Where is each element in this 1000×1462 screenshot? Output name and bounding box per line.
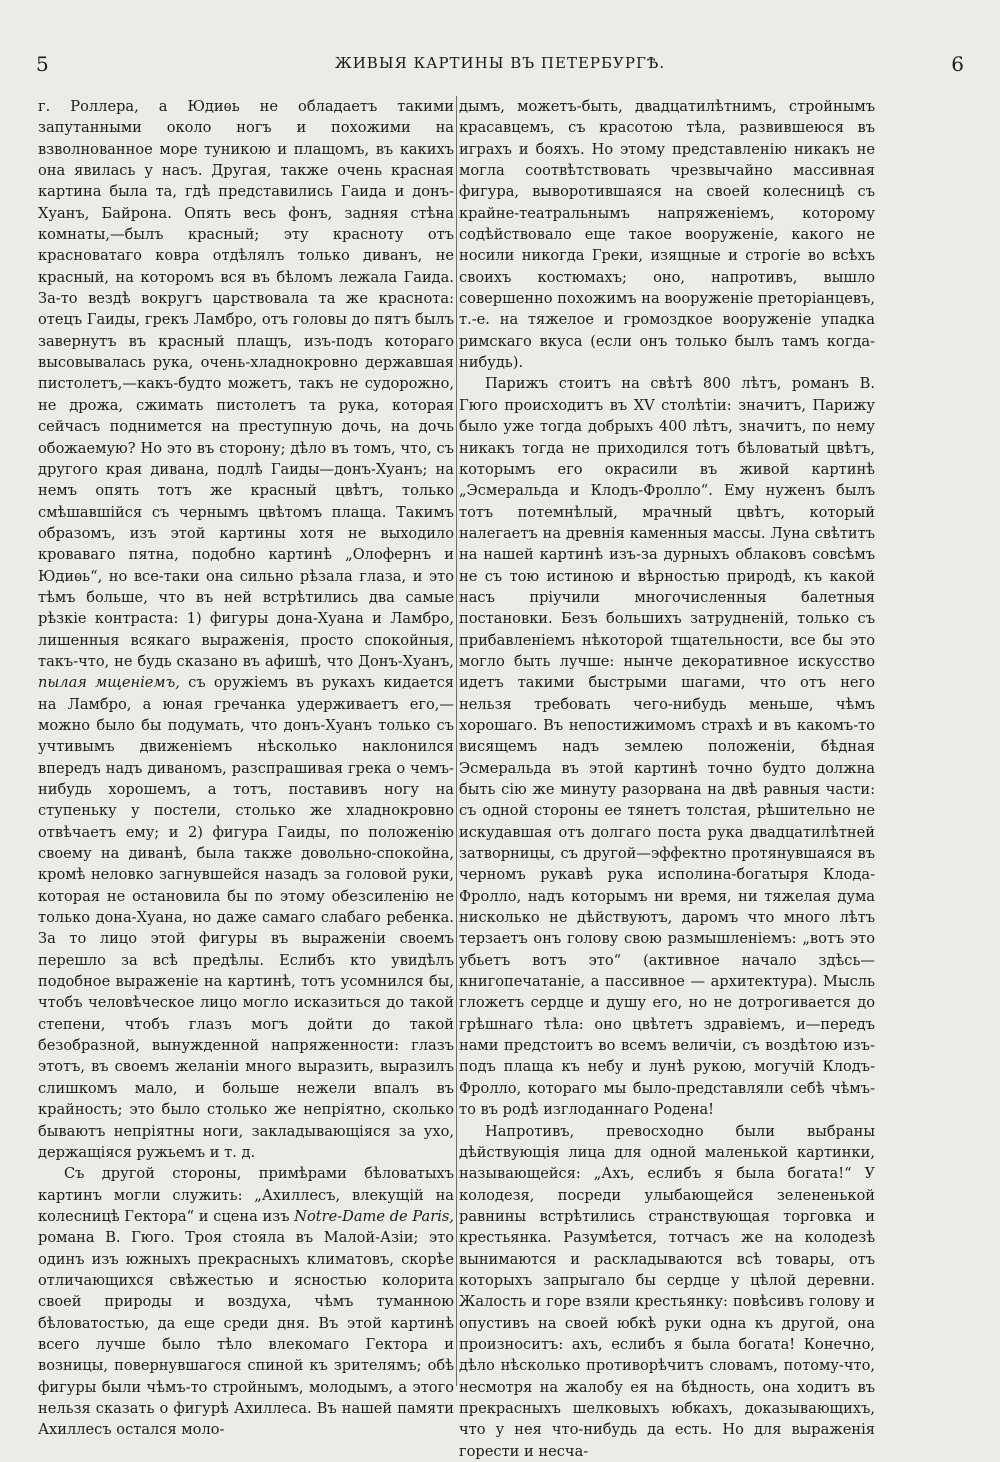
right-paragraph-3: Напротивъ, превосходно были выбраны дѣйствующія лица для одной маленькой картинки, называющейся: „Ахъ, еслибъ я была богата!“ У колодезя, посреди улыбающейся зелененькой равнины встрѣтились странствующая торговка и крестьянка. Разумѣется, тотчасъ же на колодезѣ вынимаются и раскладываются всѣ товары, отъ которыхъ запрыгало бы сердце у цѣлой деревни. Жалость и горе взяли крестьянку: повѣсивъ голову и опустивъ на своей юбкѣ руки одна къ другой, она произноситъ: ахъ, еслибъ я была богата! Конечно, дѣло нѣсколько противорѣчитъ словамъ, потому-что, несмотря на жалобу ея на бѣдность, она ходитъ въ прекрасныхъ шелковыхъ юбкахъ, доказывающихъ, что у нея что-нибудь да есть. Но для выраженія горести и несча- — [459, 1121, 875, 1462]
page-number-left: 5 — [36, 52, 49, 76]
right-column — [459, 96, 875, 1386]
page-header — [36, 52, 964, 84]
left-paragraph-1: г. Роллера, а Юдиѳь не обладаетъ такими запутанными около ногъ и похожими на взволнованное море туникою и плащомъ, въ какихъ она явилась у насъ. Другая, также очень красная картина была та, гдѣ представились Гаида и донъ-Хуанъ, Байрона. Опять весь фонъ, задняя стѣна комнаты,—былъ красный; эту красноту отъ красноватаго ковра отдѣлялъ только диванъ, не красный, на которомъ вся въ бѣломъ лежала Гаида. За-то вездѣ вокругъ царствовала та же краснота: отецъ Гаиды, грекъ Ламбро, отъ головы до пятъ былъ завернутъ въ красный плащъ, изъ-подъ котораго высовывалась рука, очень-хладнокровно державшая пистолетъ,—какъ-будто можетъ, такъ не судорожно, не дрожа, сжимать пистолетъ та рука, которая сейчасъ поднимется на преступную дочь, на дочь обожаемую? Но это въ сторону; дѣло въ томъ, что, съ другого края дивана, подлѣ Гаиды—донъ-Хуанъ; на немъ опять тотъ же красный цвѣтъ, только смѣшавшійся съ чернымъ цвѣтомъ плаща. Такимъ образомъ, изъ этой картины хотя не выходило кроваваго пятна, подобно картинѣ „Олофернъ и Юдиѳь“, но все-таки она сильно рѣзала глаза, и это тѣмъ больше, что въ ней встрѣтились два самые рѣзкіе контраста: 1) фигуры дона-Хуана и Ламбро, лишенныя всякаго выраженія, просто спокойныя, такъ-что, не будь сказано въ афишѣ, что Донъ-Хуанъ, пылая мщеніемъ, съ оружіемъ въ рукахъ кидается на Ламбро, а юная гречанка удерживаетъ его,—можно было бы подумать, что донъ-Хуанъ только съ учтивымъ движеніемъ нѣсколько наклонился впередъ надъ диваномъ, разспрашивая грека о чемъ-нибудь хорошемъ, а тотъ, поставивъ ногу на ступеньку у постели, столько же хладнокровно отвѣчаетъ ему; и 2) фигура Гаиды, по положенію своему на диванѣ, была также довольно-спокойна, кромѣ неловко загнувшейся назадъ за головой руки, которая не остановила бы по этому обезсиленію не только дона-Хуана, но даже самаго слабаго ребенка. За то лицо этой фигуры въ выраженіи своемъ перешло за всѣ предѣлы. Еслибъ кто увидѣлъ подобное выраженіе на картинѣ, тотъ усомнился бы, чтобъ человѣческое лицо могло исказиться до такой степени, чтобъ глазъ могъ дойти до такой безобразной, вынужденной напряженности: глазъ этотъ, въ своемъ желаніи много выразить, выразилъ слишкомъ мало, и больше нежели впалъ въ крайность; это было столько же непріятно, сколько бываютъ непріятны ноги, закладывающіяся за ухо, держащіяся ружьемъ и т. д. — [38, 96, 454, 1163]
column-divider — [456, 96, 457, 1386]
page-number-right: 6 — [951, 52, 964, 76]
italic-title: Notre-Dame de Paris, — [294, 1208, 454, 1225]
left-paragraph-2: Съ другой стороны, примѣрами бѣловатыхъ картинъ могли служить: „Ахиллесъ, влекущій на колесницѣ Гектора“ и сцена изъ Notre-Dame de Paris, романа В. Гюго. Троя стояла въ Малой-Азіи; это одинъ изъ южныхъ прекрасныхъ климатовъ, скорѣе отличающихся свѣжестью и ясностью колорита своей природы и воздуха, чѣмъ туманною бѣловатостью, да еще среди дня. Въ этой картинѣ всего лучше было тѣло влекомаго Гектора и возницы, повернувшагося спиной къ зрителямъ; обѣ фигуры были чѣмъ-то стройнымъ, молодымъ, а этого нельзя сказать о фигурѣ Ахиллеса. Въ нашей памяти Ахиллесъ остался моло- — [38, 1163, 454, 1440]
right-paragraph-2: Парижъ стоитъ на свѣтѣ 800 лѣтъ, романъ В. Гюго происходитъ въ XV столѣтіи: значитъ, Парижу было уже тогда добрыхъ 400 лѣтъ, значитъ, по нему никакъ тогда не приходился тотъ бѣловатый цвѣтъ, которымъ его окрасили въ живой картинѣ „Эсмеральда и Клодъ-Фролло“. Ему нуженъ былъ тотъ потемнѣлый, мрачный цвѣтъ, который налегаетъ на древнія каменныя массы. Луна свѣтитъ на нашей картинѣ изъ-за дурныхъ облаковъ совсѣмъ не съ тою истиною и вѣрностью природѣ, къ какой насъ пріучили многочисленныя балетныя постановки. Безъ большихъ затрудненій, только съ прибавленіемъ нѣкоторой тщательности, все бы это могло быть лучше: нынче декоративное искусство идетъ такими быстрыми шагами, что отъ него нельзя требовать чего-нибудь меньше, чѣмъ хорошаго. Въ непостижимомъ страхѣ и въ какомъ-то висящемъ надъ землею положеніи, бѣдная Эсмеральда въ этой картинѣ точно будто должна быть сію же минуту разорвана на двѣ равныя части: съ одной стороны ее тянетъ толстая, рѣшительно не искудавшая отъ долгаго поста рука двадцатилѣтней затворницы, съ другой—эффектно протянувшаяся въ черномъ рукавѣ рука исполина-богатыря Клода-Фролло, надъ которымъ ни время, ни тяжелая дума нисколько не дѣйствуютъ, даромъ что много лѣтъ терзаетъ онъ голову свою размышленіемъ: „вотъ это убьетъ вотъ это“ (активное начало здѣсь—книгопечатаніе, а пассивное — архитектура). Мысль гложетъ сердце и душу его, но не дотрогивается до грѣшнаго тѣла: оно цвѣтетъ здравіемъ, и—передъ нами предстоитъ во всемъ величіи, съ воздѣтою изъ-подъ плаща къ небу и лунѣ рукою, могучій Клодъ-Фролло, котораго мы было-представляли себѣ чѣмъ-то въ родѣ изглоданнаго Родена! — [459, 373, 875, 1120]
left-column — [38, 96, 454, 1386]
running-title: ЖИВЫЯ КАРТИНЫ ВЪ ПЕТЕРБУРГѢ. — [36, 54, 964, 72]
right-paragraph-1: дымъ, можетъ-быть, двадцатилѣтнимъ, стройнымъ красавцемъ, съ красотою тѣла, развившеюся въ играхъ и бояхъ. Но этому представленію никакъ не могла соотвѣтствовать чрезвычайно массивная фигура, выворотившаяся на своей колесницѣ съ крайне-театральнымъ напряженіемъ, которому содѣйствовало еще такое вооруженіе, какого не носили никогда Греки, изящные и строгіе во всѣхъ своихъ костюмахъ; оно, напротивъ, вышло совершенно похожимъ на вооруженіе преторіанцевъ, т.-е. на тяжелое и громоздкое вооруженіе упадка римскаго вкуса (если онъ только былъ тамъ когда-нибудь). — [459, 96, 875, 373]
italic-phrase: пылая мщеніемъ, — [38, 674, 180, 691]
